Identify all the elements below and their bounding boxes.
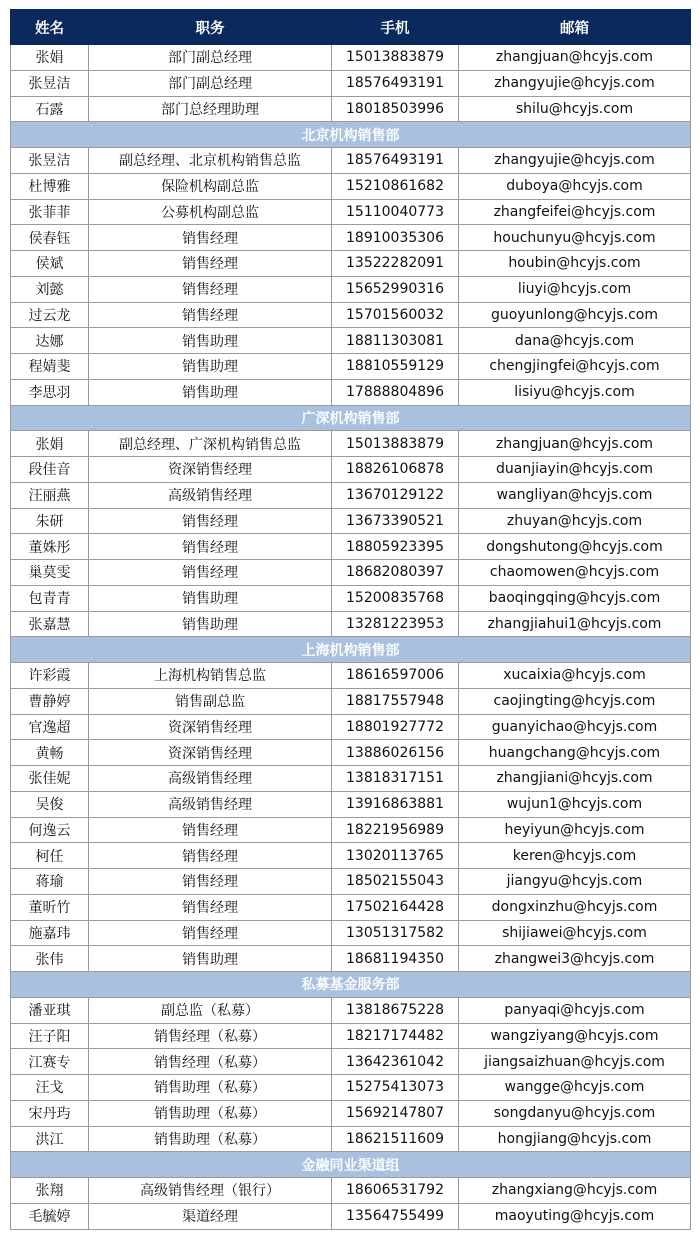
title-cell: 部门副总经理 xyxy=(89,45,332,71)
table-row xyxy=(11,766,691,792)
phone-cell: 18801927772 xyxy=(332,714,459,740)
email-cell: zhangyujie@hcyjs.com xyxy=(459,148,691,174)
name-cell: 汪子阳 xyxy=(11,1023,89,1049)
table-row xyxy=(11,45,691,71)
table-header xyxy=(11,10,691,45)
title-cell: 资深销售经理 xyxy=(89,714,332,740)
name-cell: 洪江 xyxy=(11,1126,89,1152)
email-cell: songdanyu@hcyjs.com xyxy=(459,1100,691,1126)
table-row xyxy=(11,225,691,251)
header-phone: 手机 xyxy=(332,10,459,45)
name-cell: 巢莫雯 xyxy=(11,560,89,586)
table-row xyxy=(11,1049,691,1075)
name-cell: 段佳音 xyxy=(11,457,89,483)
title-cell: 销售副总监 xyxy=(89,688,332,714)
name-cell: 李思羽 xyxy=(11,379,89,405)
title-cell: 保险机构副总监 xyxy=(89,173,332,199)
name-cell: 张翔 xyxy=(11,1178,89,1204)
section-header-row xyxy=(11,122,691,148)
name-cell: 江赛专 xyxy=(11,1049,89,1075)
email-cell: zhuyan@hcyjs.com xyxy=(459,508,691,534)
phone-cell: 13670129122 xyxy=(332,482,459,508)
table-row xyxy=(11,611,691,637)
title-cell: 销售经理 xyxy=(89,225,332,251)
table-row xyxy=(11,173,691,199)
table-row xyxy=(11,1075,691,1101)
phone-cell: 15013883879 xyxy=(332,431,459,457)
name-cell: 张伟 xyxy=(11,946,89,972)
name-cell: 侯春钰 xyxy=(11,225,89,251)
name-cell: 张菲菲 xyxy=(11,199,89,225)
name-cell: 许彩霞 xyxy=(11,663,89,689)
name-cell: 毛毓婷 xyxy=(11,1203,89,1229)
table-row xyxy=(11,1203,691,1229)
phone-cell: 13818317151 xyxy=(332,766,459,792)
section-title: 上海机构销售部 xyxy=(11,637,691,663)
section-title: 广深机构销售部 xyxy=(11,405,691,431)
phone-cell: 15701560032 xyxy=(332,302,459,328)
phone-cell: 18502155043 xyxy=(332,869,459,895)
section-header-row xyxy=(11,1152,691,1178)
name-cell: 董姝彤 xyxy=(11,534,89,560)
phone-cell: 13916863881 xyxy=(332,791,459,817)
title-cell: 销售经理 xyxy=(89,560,332,586)
title-cell: 销售经理 xyxy=(89,534,332,560)
phone-cell: 17888804896 xyxy=(332,379,459,405)
title-cell: 销售经理 xyxy=(89,817,332,843)
title-cell: 销售经理 xyxy=(89,302,332,328)
table-row xyxy=(11,354,691,380)
email-cell: huangchang@hcyjs.com xyxy=(459,740,691,766)
email-cell: maoyuting@hcyjs.com xyxy=(459,1203,691,1229)
title-cell: 高级销售经理（银行） xyxy=(89,1178,332,1204)
phone-cell: 18616597006 xyxy=(332,663,459,689)
name-cell: 施嘉玮 xyxy=(11,920,89,946)
email-cell: hongjiang@hcyjs.com xyxy=(459,1126,691,1152)
table-row xyxy=(11,328,691,354)
title-cell: 高级销售经理 xyxy=(89,766,332,792)
email-cell: dana@hcyjs.com xyxy=(459,328,691,354)
name-cell: 过云龙 xyxy=(11,302,89,328)
name-cell: 张佳妮 xyxy=(11,766,89,792)
title-cell: 销售经理（私募） xyxy=(89,1049,332,1075)
title-cell: 销售助理（私募） xyxy=(89,1075,332,1101)
title-cell: 销售助理 xyxy=(89,379,332,405)
name-cell: 柯任 xyxy=(11,843,89,869)
table-row xyxy=(11,843,691,869)
email-cell: zhangjuan@hcyjs.com xyxy=(459,431,691,457)
phone-cell: 13886026156 xyxy=(332,740,459,766)
email-cell: zhangwei3@hcyjs.com xyxy=(459,946,691,972)
email-cell: chengjingfei@hcyjs.com xyxy=(459,354,691,380)
title-cell: 销售经理 xyxy=(89,869,332,895)
title-cell: 销售经理 xyxy=(89,508,332,534)
phone-cell: 13818675228 xyxy=(332,997,459,1023)
phone-cell: 18910035306 xyxy=(332,225,459,251)
phone-cell: 18621511609 xyxy=(332,1126,459,1152)
table-row xyxy=(11,534,691,560)
table-row xyxy=(11,1023,691,1049)
name-cell: 张娟 xyxy=(11,45,89,71)
phone-cell: 13281223953 xyxy=(332,611,459,637)
phone-cell: 18826106878 xyxy=(332,457,459,483)
table-row xyxy=(11,379,691,405)
table-row xyxy=(11,276,691,302)
table-row xyxy=(11,894,691,920)
section-title: 私募基金服务部 xyxy=(11,972,691,998)
title-cell: 销售助理（私募） xyxy=(89,1126,332,1152)
name-cell: 杜博雅 xyxy=(11,173,89,199)
table-row xyxy=(11,714,691,740)
phone-cell: 18811303081 xyxy=(332,328,459,354)
email-cell: keren@hcyjs.com xyxy=(459,843,691,869)
title-cell: 高级销售经理 xyxy=(89,791,332,817)
name-cell: 汪丽燕 xyxy=(11,482,89,508)
email-cell: dongshutong@hcyjs.com xyxy=(459,534,691,560)
title-cell: 销售经理（私募） xyxy=(89,1023,332,1049)
name-cell: 达娜 xyxy=(11,328,89,354)
title-cell: 部门副总经理 xyxy=(89,70,332,96)
phone-cell: 17502164428 xyxy=(332,894,459,920)
table-row xyxy=(11,70,691,96)
name-cell: 汪戈 xyxy=(11,1075,89,1101)
table-row xyxy=(11,663,691,689)
section-title: 金融同业渠道组 xyxy=(11,1152,691,1178)
table-row xyxy=(11,740,691,766)
table-body xyxy=(11,45,691,1230)
email-cell: dongxinzhu@hcyjs.com xyxy=(459,894,691,920)
title-cell: 副总监（私募） xyxy=(89,997,332,1023)
table-row xyxy=(11,508,691,534)
table-row xyxy=(11,199,691,225)
title-cell: 销售助理（私募） xyxy=(89,1100,332,1126)
header-title: 职务 xyxy=(89,10,332,45)
header-name: 姓名 xyxy=(11,10,89,45)
phone-cell: 13522282091 xyxy=(332,251,459,277)
table-row xyxy=(11,1178,691,1204)
table-row xyxy=(11,817,691,843)
phone-cell: 18682080397 xyxy=(332,560,459,586)
email-cell: shijiawei@hcyjs.com xyxy=(459,920,691,946)
phone-cell: 13564755499 xyxy=(332,1203,459,1229)
section-header-row xyxy=(11,972,691,998)
email-cell: xucaixia@hcyjs.com xyxy=(459,663,691,689)
title-cell: 销售经理 xyxy=(89,251,332,277)
table-row xyxy=(11,482,691,508)
title-cell: 销售助理 xyxy=(89,328,332,354)
email-cell: zhangxiang@hcyjs.com xyxy=(459,1178,691,1204)
phone-cell: 18217174482 xyxy=(332,1023,459,1049)
section-title: 北京机构销售部 xyxy=(11,122,691,148)
email-cell: lisiyu@hcyjs.com xyxy=(459,379,691,405)
name-cell: 吴俊 xyxy=(11,791,89,817)
email-cell: shilu@hcyjs.com xyxy=(459,96,691,122)
name-cell: 侯斌 xyxy=(11,251,89,277)
title-cell: 渠道经理 xyxy=(89,1203,332,1229)
email-cell: wangliyan@hcyjs.com xyxy=(459,482,691,508)
contact-table xyxy=(10,9,691,1230)
phone-cell: 13642361042 xyxy=(332,1049,459,1075)
title-cell: 销售经理 xyxy=(89,894,332,920)
header-row xyxy=(11,10,691,45)
phone-cell: 18018503996 xyxy=(332,96,459,122)
title-cell: 副总经理、北京机构销售总监 xyxy=(89,148,332,174)
name-cell: 董昕竹 xyxy=(11,894,89,920)
email-cell: duboya@hcyjs.com xyxy=(459,173,691,199)
table-row xyxy=(11,1126,691,1152)
title-cell: 上海机构销售总监 xyxy=(89,663,332,689)
phone-cell: 15110040773 xyxy=(332,199,459,225)
phone-cell: 15013883879 xyxy=(332,45,459,71)
email-cell: chaomowen@hcyjs.com xyxy=(459,560,691,586)
email-cell: wangziyang@hcyjs.com xyxy=(459,1023,691,1049)
phone-cell: 18576493191 xyxy=(332,148,459,174)
header-email: 邮箱 xyxy=(459,10,691,45)
title-cell: 高级销售经理 xyxy=(89,482,332,508)
table-row xyxy=(11,431,691,457)
section-header-row xyxy=(11,405,691,431)
title-cell: 销售助理 xyxy=(89,611,332,637)
email-cell: guoyunlong@hcyjs.com xyxy=(459,302,691,328)
table-row xyxy=(11,560,691,586)
name-cell: 包青青 xyxy=(11,585,89,611)
name-cell: 张昱洁 xyxy=(11,148,89,174)
email-cell: zhangfeifei@hcyjs.com xyxy=(459,199,691,225)
name-cell: 石露 xyxy=(11,96,89,122)
table-row xyxy=(11,585,691,611)
email-cell: zhangjuan@hcyjs.com xyxy=(459,45,691,71)
phone-cell: 15200835768 xyxy=(332,585,459,611)
title-cell: 公募机构副总监 xyxy=(89,199,332,225)
phone-cell: 18805923395 xyxy=(332,534,459,560)
table-row xyxy=(11,251,691,277)
name-cell: 潘亚琪 xyxy=(11,997,89,1023)
phone-cell: 18817557948 xyxy=(332,688,459,714)
phone-cell: 18810559129 xyxy=(332,354,459,380)
name-cell: 何逸云 xyxy=(11,817,89,843)
title-cell: 副总经理、广深机构销售总监 xyxy=(89,431,332,457)
phone-cell: 18221956989 xyxy=(332,817,459,843)
email-cell: jiangyu@hcyjs.com xyxy=(459,869,691,895)
section-header-row xyxy=(11,637,691,663)
name-cell: 官逸超 xyxy=(11,714,89,740)
name-cell: 张昱洁 xyxy=(11,70,89,96)
email-cell: zhangjiani@hcyjs.com xyxy=(459,766,691,792)
name-cell: 刘懿 xyxy=(11,276,89,302)
title-cell: 资深销售经理 xyxy=(89,457,332,483)
phone-cell: 18606531792 xyxy=(332,1178,459,1204)
table-row xyxy=(11,302,691,328)
email-cell: houchunyu@hcyjs.com xyxy=(459,225,691,251)
phone-cell: 13051317582 xyxy=(332,920,459,946)
email-cell: panyaqi@hcyjs.com xyxy=(459,997,691,1023)
phone-cell: 13673390521 xyxy=(332,508,459,534)
name-cell: 程婧斐 xyxy=(11,354,89,380)
name-cell: 宋丹玙 xyxy=(11,1100,89,1126)
table-row xyxy=(11,791,691,817)
email-cell: guanyichao@hcyjs.com xyxy=(459,714,691,740)
title-cell: 销售经理 xyxy=(89,920,332,946)
phone-cell: 18576493191 xyxy=(332,70,459,96)
table-row xyxy=(11,946,691,972)
phone-cell: 15652990316 xyxy=(332,276,459,302)
table-row xyxy=(11,96,691,122)
table-row xyxy=(11,688,691,714)
phone-cell: 15692147807 xyxy=(332,1100,459,1126)
email-cell: jiangsaizhuan@hcyjs.com xyxy=(459,1049,691,1075)
name-cell: 黄畅 xyxy=(11,740,89,766)
name-cell: 张嘉慧 xyxy=(11,611,89,637)
title-cell: 销售助理 xyxy=(89,354,332,380)
email-cell: heyiyun@hcyjs.com xyxy=(459,817,691,843)
email-cell: duanjiayin@hcyjs.com xyxy=(459,457,691,483)
title-cell: 资深销售经理 xyxy=(89,740,332,766)
title-cell: 销售助理 xyxy=(89,946,332,972)
name-cell: 曹静婷 xyxy=(11,688,89,714)
email-cell: houbin@hcyjs.com xyxy=(459,251,691,277)
email-cell: zhangjiahui1@hcyjs.com xyxy=(459,611,691,637)
table-row xyxy=(11,148,691,174)
email-cell: wujun1@hcyjs.com xyxy=(459,791,691,817)
title-cell: 部门总经理助理 xyxy=(89,96,332,122)
email-cell: baoqingqing@hcyjs.com xyxy=(459,585,691,611)
table-row xyxy=(11,920,691,946)
title-cell: 销售经理 xyxy=(89,276,332,302)
email-cell: wangge@hcyjs.com xyxy=(459,1075,691,1101)
table-row xyxy=(11,1100,691,1126)
phone-cell: 15275413073 xyxy=(332,1075,459,1101)
phone-cell: 13020113765 xyxy=(332,843,459,869)
phone-cell: 18681194350 xyxy=(332,946,459,972)
name-cell: 蒋瑜 xyxy=(11,869,89,895)
email-cell: liuyi@hcyjs.com xyxy=(459,276,691,302)
table-row xyxy=(11,997,691,1023)
email-cell: zhangyujie@hcyjs.com xyxy=(459,70,691,96)
title-cell: 销售经理 xyxy=(89,843,332,869)
table-row xyxy=(11,457,691,483)
name-cell: 张娟 xyxy=(11,431,89,457)
title-cell: 销售助理 xyxy=(89,585,332,611)
email-cell: caojingting@hcyjs.com xyxy=(459,688,691,714)
name-cell: 朱研 xyxy=(11,508,89,534)
table-row xyxy=(11,869,691,895)
phone-cell: 15210861682 xyxy=(332,173,459,199)
